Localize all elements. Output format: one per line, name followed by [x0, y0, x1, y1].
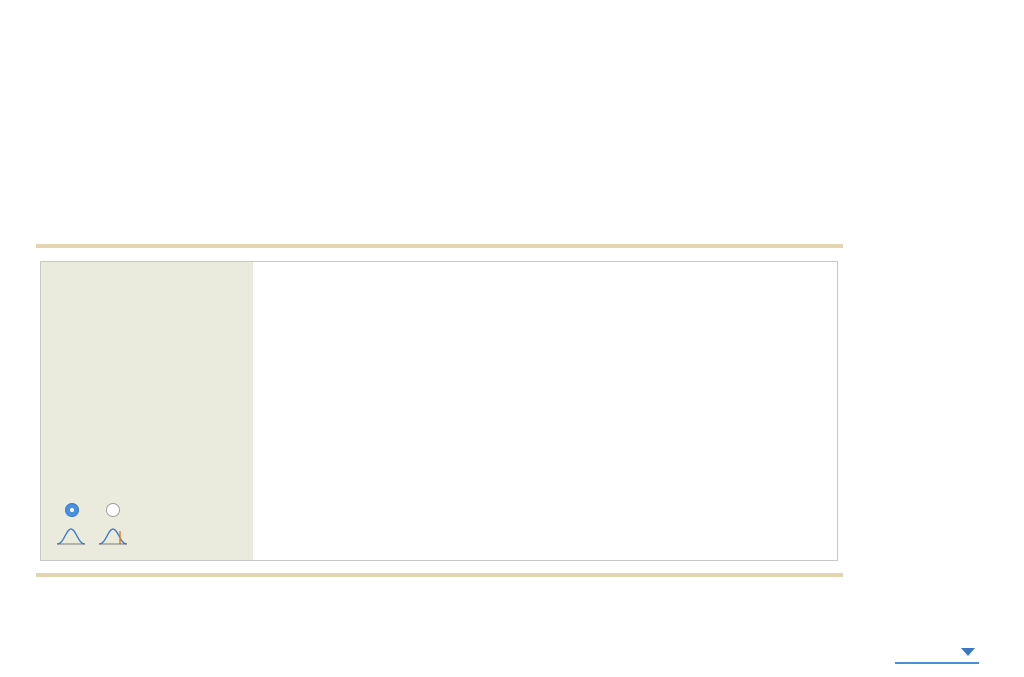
normal-curve-plot: [253, 262, 837, 560]
tool-side-panel: [41, 262, 253, 560]
radio-two-tail[interactable]: [106, 503, 120, 517]
answer-dropdown[interactable]: [895, 644, 979, 664]
one-tail-curve-icon[interactable]: [56, 526, 86, 546]
divider-bottom: [36, 573, 843, 577]
radio-one-tail[interactable]: [65, 503, 79, 517]
normal-distribution-tool: [40, 261, 838, 561]
divider-top: [36, 244, 843, 248]
dropdown-arrow-icon: [961, 648, 975, 656]
two-tail-curve-icon[interactable]: [98, 526, 128, 546]
